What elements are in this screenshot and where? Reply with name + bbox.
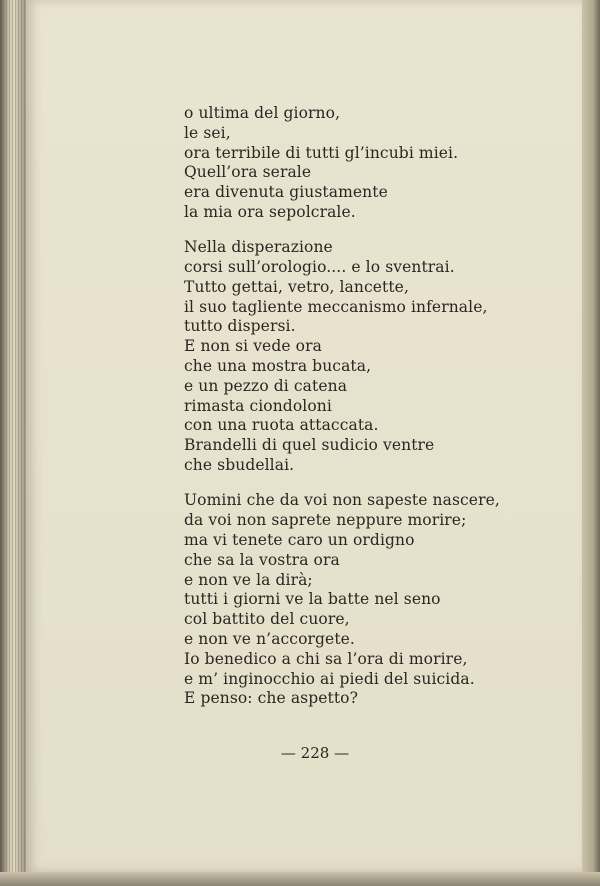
poem-line: le sei, — [184, 123, 231, 142]
poem-line: e non ve n’accorgete. — [184, 629, 355, 648]
poem-line: E penso: che aspetto? — [184, 689, 359, 708]
poem-line: e un pezzo di catena — [184, 376, 348, 395]
poem-line: e m’ inginocchio ai piedi del suicida. — [184, 669, 475, 688]
poem-line: il suo tagliente meccanismo infernale, — [184, 297, 488, 316]
poem-line: rimasta ciondoloni — [184, 396, 332, 415]
poem-line: la mia ora sepolcrale. — [184, 202, 356, 221]
poem-line: Uomini che da voi non sapeste nascere, — [184, 491, 500, 510]
poem-line: tutti i giorni ve la batte nel seno — [184, 590, 441, 609]
poem-line: con una ruota attaccata. — [184, 416, 379, 435]
poem-text — [184, 104, 524, 709]
poem-line: era divenuta giustamente — [184, 183, 388, 202]
poem-line: corsi sull’orologio.... e lo sventrai. — [184, 258, 455, 277]
stanza-break — [184, 476, 524, 492]
poem-line: che sbudellai. — [184, 456, 295, 475]
poem-line: che una mostra bucata, — [184, 357, 372, 376]
poem-line: e non ve la dirà; — [184, 570, 313, 589]
poem-line: Quell’ora serale — [184, 163, 312, 182]
poem-line: ma vi tenete caro un ordigno — [184, 530, 415, 549]
page-number: — 228 — — [280, 744, 350, 762]
poem-line: ora terribile di tutti gl’incubi miei. — [184, 143, 459, 162]
poem-line: tutto dispersi. — [184, 317, 296, 336]
poem-line: col battito del cuore, — [184, 610, 350, 629]
poem-line: da voi non saprete neppure morire; — [184, 511, 467, 530]
poem-line: E non si vede ora — [184, 337, 322, 356]
poem-line: che sa la vostra ora — [184, 550, 340, 569]
poem-line: Tutto gettai, vetro, lancette, — [184, 277, 409, 296]
stanza-break — [184, 223, 524, 239]
poem-line: Nella disperazione — [184, 238, 333, 257]
page-bottom-edge — [0, 872, 600, 886]
poem-line: Io benedico a chi sa l’ora di morire, — [184, 649, 468, 668]
poem-line: o ultima del giorno, — [184, 104, 341, 122]
poem-line: Brandelli di quel sudicio ventre — [184, 436, 435, 455]
